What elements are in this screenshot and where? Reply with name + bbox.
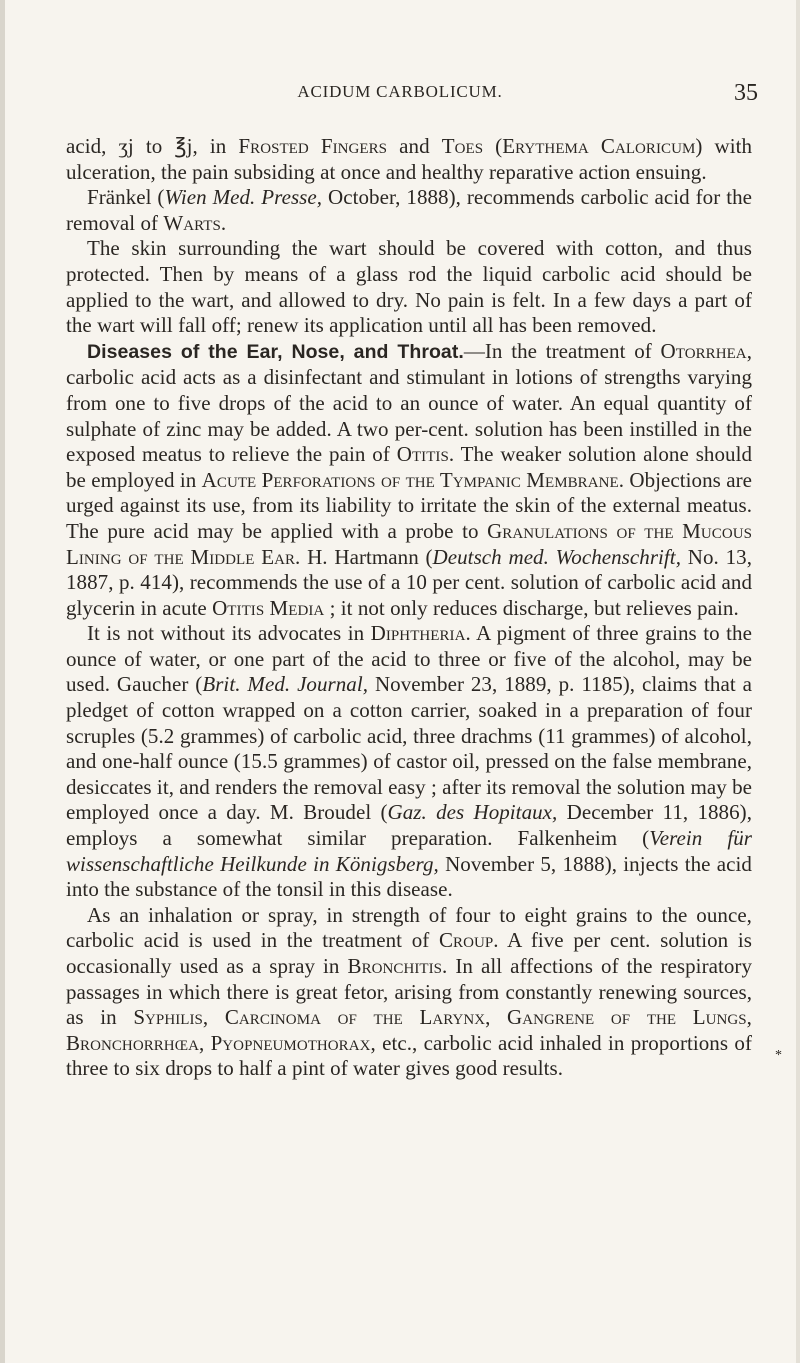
text-run: November 23, 1889, p. 1185), claims that a pledget of cotton wrapped on a cotton carrier, soaked in a preparation of four scruples (5.2 grammes) of carbolic acid, three drachms (11 grammes) of alcohol, and one-half ounce (15.5 grammes) of castor oil, pressed on the false membrane, desiccates it, and renders the removal easy ; after its removal the solution may be employed once a day. M. Broudel ( bbox=[66, 672, 752, 825]
text-run: . In all affections of the respiratory passages in which there is great fetor, arising from constantly renewing sources, as in bbox=[66, 954, 753, 1030]
paragraph bbox=[66, 903, 752, 1082]
paragraph bbox=[66, 339, 752, 622]
small-caps-term: Acute Perforations of the Tympanic Membrane bbox=[201, 467, 619, 492]
paragraph bbox=[66, 236, 752, 338]
text-run: October, 1888), recommends carbolic acid for the removal of bbox=[66, 185, 752, 235]
text-run: . bbox=[220, 210, 227, 235]
text-run: December 11, 1886), employs a somewhat similar preparation. Falkenheim ( bbox=[66, 800, 752, 851]
text-run: . Objections are urged against its use, from its liability to irritate the skin of the external meatus. The pure acid may be applied with a probe to bbox=[66, 467, 753, 543]
section-heading: Diseases of the Ear, Nose, and Throat. bbox=[87, 340, 464, 363]
text-run: Fränkel ( bbox=[87, 185, 165, 210]
small-caps-term: Warts bbox=[163, 210, 221, 235]
citation-title: Verein für wissenschaftliche Heilkunde in Königsberg, bbox=[66, 826, 752, 876]
citation-title: Gaz. des Hopitaux, bbox=[387, 800, 558, 825]
page-number: 35 bbox=[734, 80, 758, 106]
text-run: and bbox=[387, 134, 442, 158]
citation-title: Brit. Med. Journal, bbox=[202, 672, 369, 697]
text-run: No. 13, 1887, p. 414), recommends the use of a 10 per cent. solution of carbolic acid and glycerin in acute bbox=[66, 544, 752, 620]
small-caps-term: Otitis bbox=[396, 442, 449, 467]
text-run: ; it not only reduces discharge, but relieves pain. bbox=[324, 595, 739, 620]
text-run: , etc., carbolic acid inhaled in proportions of three to six drops to half a pint of water gives good results. bbox=[66, 1030, 752, 1081]
page-edge-left bbox=[0, 0, 5, 1363]
small-caps-term: Otorrhea bbox=[660, 338, 747, 363]
paragraph bbox=[66, 621, 752, 903]
citation-title: Wien Med. Presse, bbox=[164, 185, 323, 210]
text-run: . A pigment of three grains to the ounce of water, or one part of the acid to three or five of the alcohol, may be used. Gaucher ( bbox=[66, 621, 752, 697]
margin-mark: * bbox=[775, 1048, 782, 1063]
small-caps-term: Diphtheria bbox=[370, 621, 466, 646]
body-text bbox=[66, 134, 752, 1082]
small-caps-term: Toes bbox=[441, 134, 484, 158]
small-caps-term: Syphilis, Carcinoma of the Larynx, Gangrene of the Lungs, Bronchorrhœa, Pyopneumothorax bbox=[66, 1005, 752, 1055]
small-caps-term: Granulations of the Mucous Lining of the Middle Ear bbox=[66, 518, 752, 569]
text-run: . The weaker solution alone should be employed in bbox=[66, 442, 753, 492]
text-run: The skin surrounding the wart should be covered with cotton, and thus protected. Then by means of a glass rod the liquid carbolic acid should be applied to the wart, and allowed to dry. No pain is felt. In a few days a part of the wart will fall off; renew its application until all has been removed. bbox=[66, 236, 752, 338]
small-caps-term: Bronchitis bbox=[347, 954, 443, 978]
text-run: ( bbox=[483, 134, 503, 158]
citation-title: Deutsch med. Wochenschrift, bbox=[432, 544, 681, 569]
text-run: . A five per cent. solution is occasionally used as a spray in bbox=[66, 928, 752, 978]
text-run: It is not without its advocates in bbox=[87, 621, 371, 646]
text-run: —In the treatment of bbox=[463, 338, 661, 363]
paragraph bbox=[66, 134, 752, 185]
text-run: acid, ʒj to ℥j, in bbox=[66, 134, 239, 158]
text-run: As an inhalation or spray, in strength of four to eight grains to the ounce, carbolic acid is used in the treatment of bbox=[66, 902, 752, 953]
small-caps-term: Frosted Fingers bbox=[238, 134, 388, 158]
text-run: ) with ulceration, the pain subsiding at once and healthy reparative action ensuing. bbox=[66, 134, 753, 184]
text-run: , carbolic acid acts as a disinfectant and stimulant in lotions of strengths varying from one to five drops of the acid to an ounce of water. An equal quantity of sulphate of zinc may be added. A two per-cent. solution has been instilled in the exposed meatus to relieve the pain of bbox=[66, 338, 752, 467]
text-run: November 5, 1888), injects the acid into the substance of the tonsil in this disease. bbox=[66, 851, 752, 902]
text-run: . H. Hartmann ( bbox=[295, 544, 433, 569]
small-caps-term: Croup bbox=[438, 928, 494, 953]
running-head: ACIDUM CARBOLICUM. bbox=[297, 82, 503, 101]
small-caps-term: Erythema Caloricum bbox=[502, 134, 696, 158]
page-edge-right bbox=[796, 0, 800, 1363]
paragraph bbox=[66, 185, 752, 236]
small-caps-term: Otitis Media bbox=[212, 595, 325, 620]
